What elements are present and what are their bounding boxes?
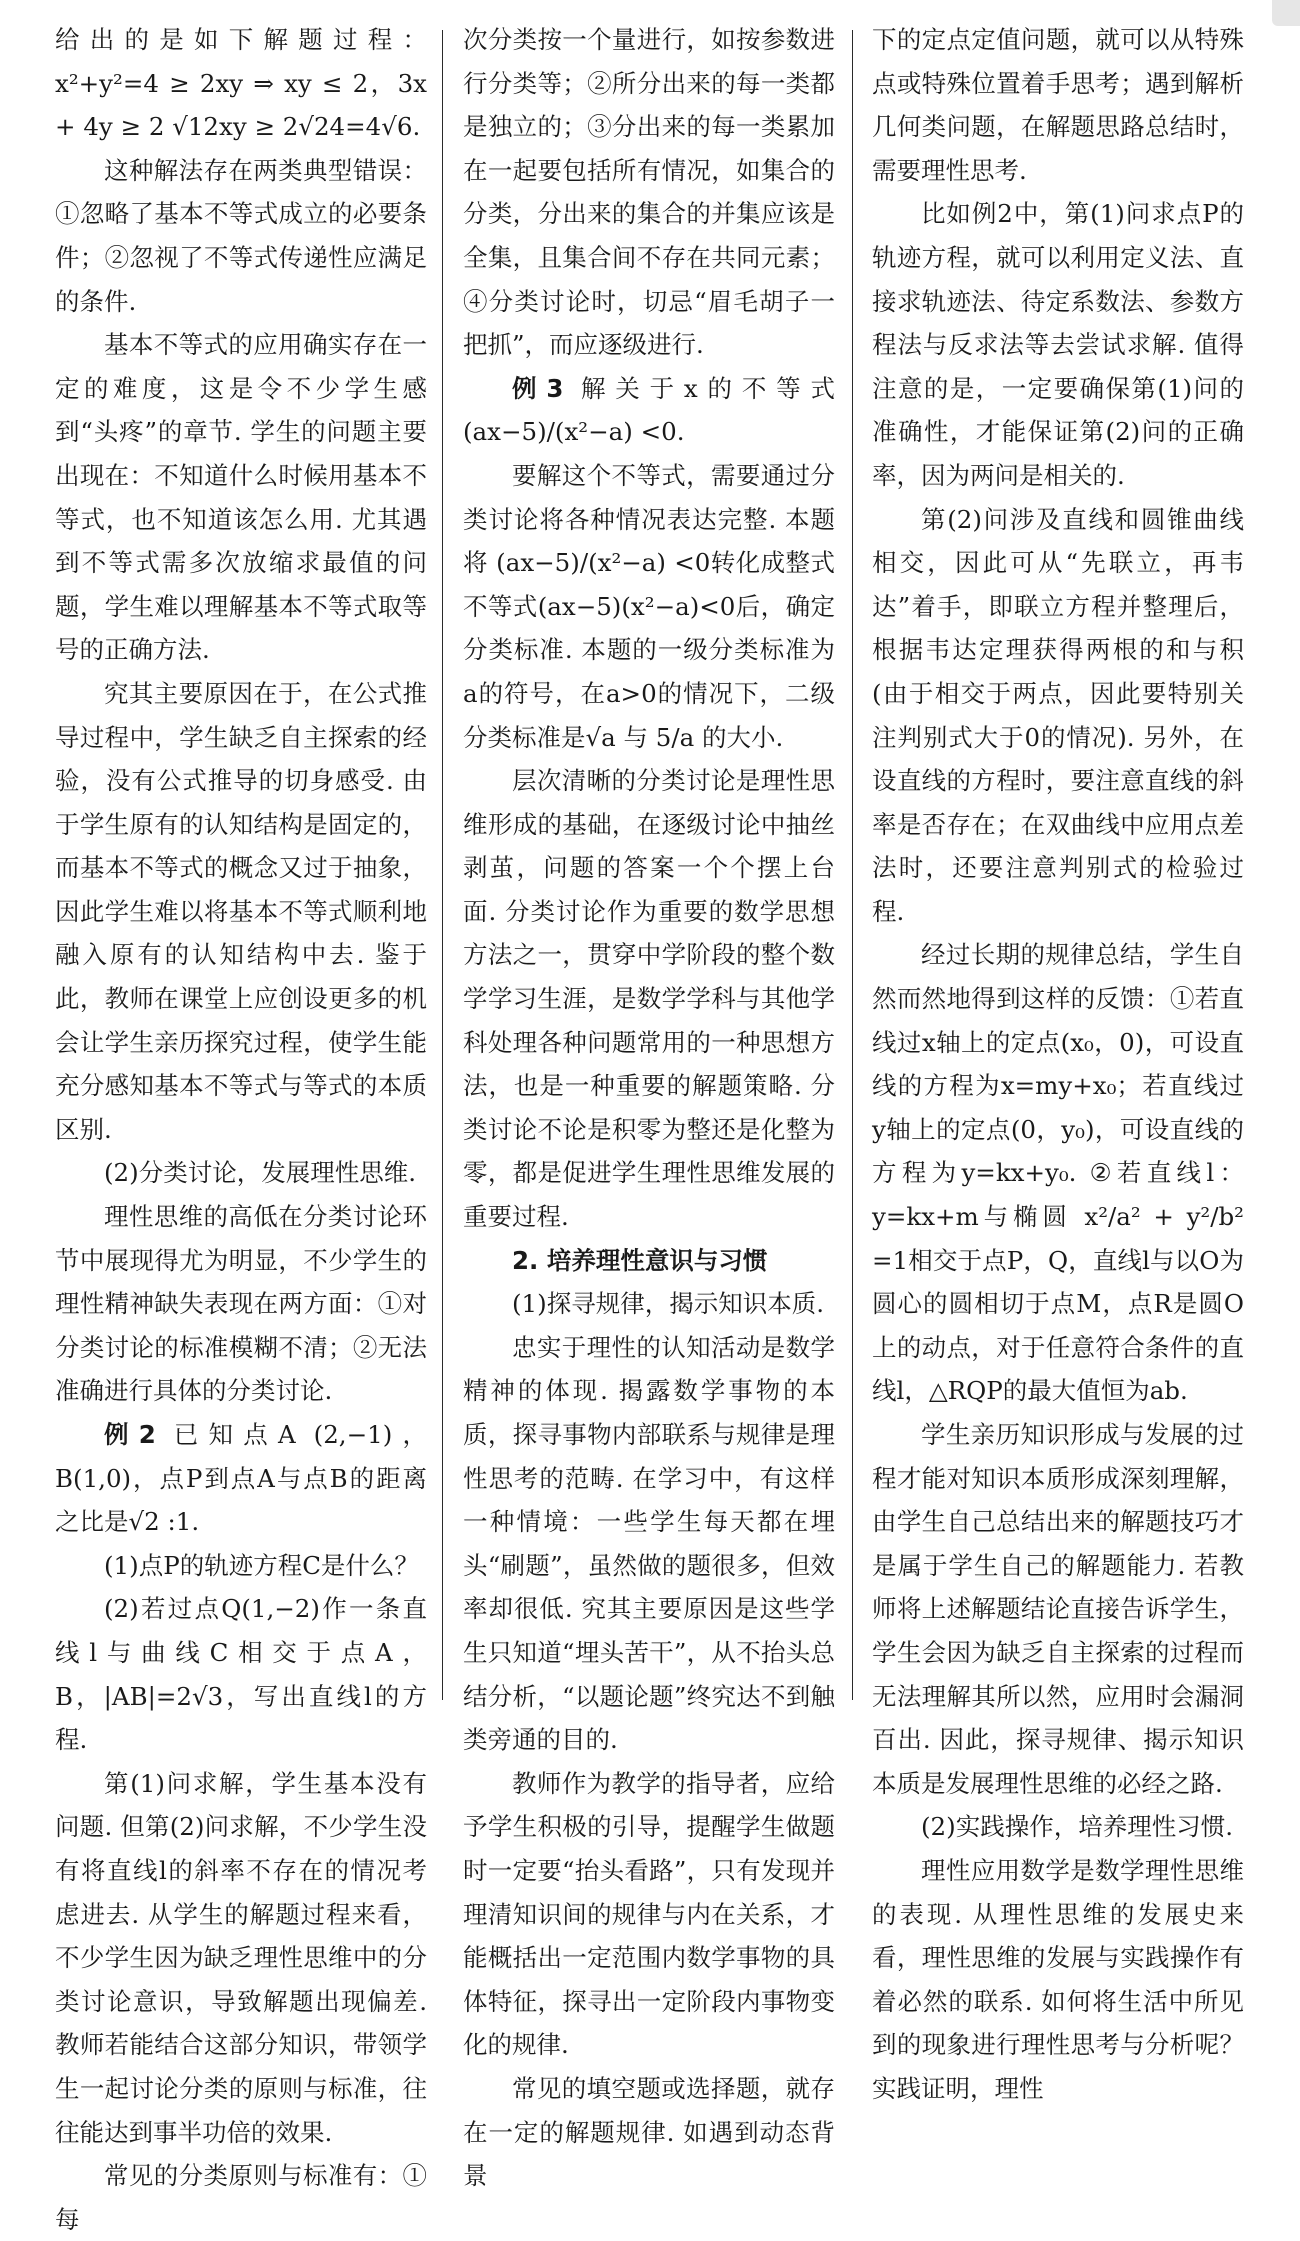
text-column-2 [463,18,835,2191]
example-label: 例2 [104,1420,156,1449]
paragraph-text: 下的定点定值问题，就可以从特殊点或特殊位置着手思考；遇到解析几何类问题，在解题思路总结时，需要理性思考. [872,25,1244,185]
paragraph-text: 第(1)问求解，学生基本没有问题. 但第(2)问求解，不少学生没有将直线l的斜率不存在的情况考虑进去. 从学生的解题过程来看，不少学生因为缺乏理性思维中的分类讨论意识，导致解题出现偏差. 教师若能结合这部分知识，带领学生一起讨论分类的原则与标准，往往能达到事半功倍的效果. [55,1768,427,2147]
body-paragraph [872,1413,1244,1805]
paragraph-text: (2)实践操作，培养理性习惯. [921,1812,1233,1842]
example-paragraph [463,367,835,454]
paragraph-text: 层次清晰的分类讨论是理性思维形成的基础，在逐级讨论中抽丝剥茧，问题的答案一个个摆上台面. 分类讨论作为重要的数学思想方法之一，贯穿中学阶段的整个数学学习生涯，是数学学科与其他学科处理各种问题常用的一种思想方法，也是一种重要的解题策略. 分类讨论不论是积零为整还是化整为零，都是促进学生理性思维发展的重要过程. [463,766,835,1232]
column-divider-1 [442,30,443,1700]
paragraph-text: 已知点A (2,−1)，B(1,0)，点P到点A与点B的距离之比是√2 :1. [55,1420,427,1537]
section-heading [463,1239,835,1283]
paragraph-text: 究其主要原因在于，在公式推导过程中，学生缺乏自主探索的经验，没有公式推导的切身感受. 由于学生原有的认知结构是固定的，而基本不等式的概念又过于抽象，因此学生难以将基本不等式顺利地融入原有的认知结构中去. 鉴于此，教师在课堂上应创设更多的机会让学生亲历探究过程，使学生能充分感知基本不等式与等式的本质区别. [55,678,427,1144]
paragraph-text: 解关于x的不等式 (ax−5)/(x²−a) <0. [463,373,835,447]
paragraph-text: 常见的分类原则与标准有：①每 [55,2161,427,2234]
paragraph-text: 理性应用数学是数学理性思维的表现. 从理性思维的发展史来看，理性思维的发展与实践操作有着必然的联系. 如何将生活中所见到的现象进行理性思考与分析呢？实践证明，理性 [872,1855,1244,2103]
text-column-1 [55,18,427,2234]
text-column-3 [872,18,1244,2103]
paragraph-text: 忠实于理性的认知活动是数学精神的体现. 揭露数学事物的本质，探寻事物内部联系与规律是理性思考的范畴. 在学习中，有这样一种情境：一些学生每天都在埋头“刷题”，虽然做的题很多，但效率却很低. 究其主要原因是这些学生只知道“埋头苦干”，从不抬头总结分析，“以题论题”终究达不到触类旁通的目的. [463,1332,835,1755]
body-paragraph [872,1849,1244,2111]
body-paragraph [55,672,427,1152]
paragraph-text: 这种解法存在两类典型错误：①忽略了基本不等式成立的必要条件；②忽视了不等式传递性应满足的条件. [55,155,427,316]
paragraph-text: 次分类按一个量进行，如按参数进行分类等；②所分出来的每一类都是独立的；③分出来的每一类累加在一起要包括所有情况，如集合的分类，分出来的集合的并集应该是全集，且集合间不存在共同元素；④分类讨论时，切忌“眉毛胡子一把抓”，而应逐级进行. [463,25,835,360]
paragraph-text: 常见的填空题或选择题，就存在一定的解题规律. 如遇到动态背景 [463,2073,835,2191]
body-paragraph [872,192,1244,497]
body-paragraph [55,1195,427,1413]
paragraph-text: (2)若过点Q(1,−2)作一条直线l与曲线C相交于点A，B，|AB|=2√3，写出直线l的方程. [55,1594,427,1755]
paragraph-text: (1)点P的轨迹方程C是什么？ [104,1550,419,1580]
body-paragraph [872,1805,1244,1849]
body-paragraph [55,1587,427,1761]
paragraph-text: 要解这个不等式，需要通过分类讨论将各种情况表达完整. 本题将 (ax−5)/(x²−a) <0转化成整式不等式(ax−5)(x²−a)<0后，确定分类标准. 本题的一级分类标准为a的符号，在a>0的情况下，二级分类标准是√a 与 5/a 的大小. [463,460,835,752]
paragraph-text: 理性思维的高低在分类讨论环节中展现得尤为明显，不少学生的理性精神缺失表现在两方面：①对分类讨论的标准模糊不清；②无法准确进行具体的分类讨论. [55,1202,427,1406]
page-corner-mark [1272,0,1300,26]
body-paragraph [463,759,835,1239]
body-paragraph [55,2154,427,2241]
body-paragraph [55,149,427,323]
body-paragraph [463,2067,835,2198]
body-paragraph [872,933,1244,1413]
example-label: 例3 [512,373,564,403]
paragraph-text: 基本不等式的应用确实存在一定的难度，这是令不少学生感到“头疼”的章节. 学生的问题主要出现在：不知道什么时候用基本不等式，也不知道该怎么用. 尤其遇到不等式需多次放缩求最值的问题，学生难以理解基本不等式取等号的正确方法. [55,330,427,665]
body-paragraph [55,323,427,672]
paragraph-text: 第(2)问涉及直线和圆锥曲线相交，因此可从“先联立，再韦达”着手，即联立方程并整理后，根据韦达定理获得两根的和与积(由于相交于两点，因此要特别关注判别式大于0的情况). 另外，在设直线的方程时，要注意直线的斜率是否存在；在双曲线中应用点差法时，还要注意判别式的检验过程. [872,504,1244,926]
body-paragraph [55,18,427,149]
body-paragraph [55,1544,427,1588]
body-paragraph [463,1282,835,1326]
section-heading-text: 2. 培养理性意识与习惯 [512,1245,768,1275]
paragraph-text: (1)探寻规律，揭示知识本质. [512,1289,824,1319]
body-paragraph [463,1762,835,2067]
paragraph-text: 经过长期的规律总结，学生自然而然地得到这样的反馈：①若直线过x轴上的定点(x₀，0)，可设直线的方程为x=my+x₀；若直线过y轴上的定点(0，y₀)，可设直线的方程为y=kx+y₀. ②若直线l：y=kx+m与椭圆 x²/a² + y²/b² =1相交于点P，Q，直线l与以O为圆心的圆相切于点M，点R是圆O上的动点，对于任意符合条件的直线l，△RQP的最大值恒为ab. [872,940,1244,1406]
body-paragraph [55,1151,427,1195]
body-paragraph [463,1326,835,1762]
paragraph-text: 比如例2中，第(1)问求点P的轨迹方程，就可以利用定义法、直接求轨迹法、待定系数法、参数方程法与反求法等去尝试求解. 值得注意的是，一定要确保第(1)问的准确性，才能保证第(2)问的正确率，因为两问是相关的. [872,199,1244,490]
body-paragraph [872,18,1244,192]
paragraph-text: (2)分类讨论，发展理性思维. [104,1158,416,1188]
paragraph-text: 学生亲历知识形成与发展的过程才能对知识本质形成深刻理解，由学生自己总结出来的解题技巧才是属于学生自己的解题能力. 若教师将上述解题结论直接告诉学生，学生会因为缺乏自主探索的过程而无法理解其所以然，应用时会漏洞百出. 因此，探寻规律、揭示知识本质是发展理性思维的必经之路. [872,1420,1244,1798]
body-paragraph [463,18,835,367]
body-paragraph [872,498,1244,934]
body-paragraph [463,454,835,759]
example-paragraph [55,1413,427,1544]
paragraph-text: 教师作为教学的指导者，应给予学生积极的引导，提醒学生做题时一定要“抬头看路”，只有发现并理清知识间的规律与内在关系，才能概括出一定范围内数学事物的具体特征，探寻出一定阶段内事物变化的规律. [463,1768,835,2060]
column-divider-2 [852,30,853,1700]
body-paragraph [55,1762,427,2154]
paragraph-text: 给出的是如下解题过程：x²+y²=4 ≥ 2xy ⇒ xy ≤ 2，3x + 4y ≥ 2 √12xy ≥ 2√24=4√6. [55,25,427,142]
